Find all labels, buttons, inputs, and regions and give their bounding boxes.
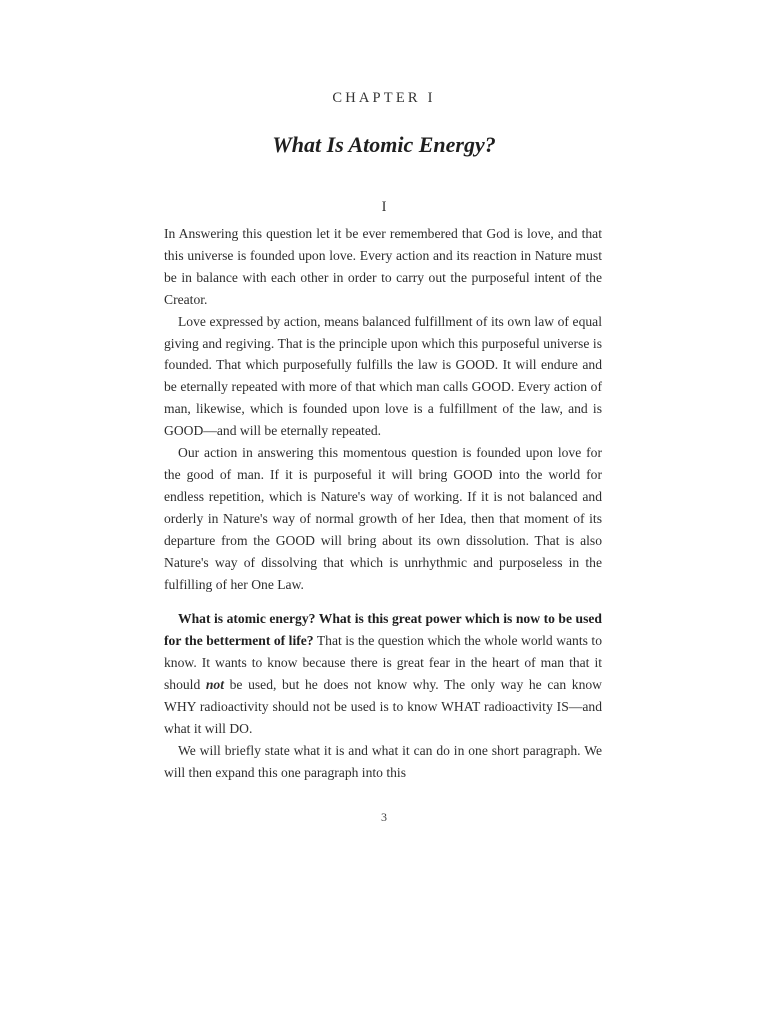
chapter-label: CHAPTER I	[332, 90, 436, 106]
bold-lead-question: What is atomic energy? What is this great power which is now to be used for the betterment of life?	[164, 611, 602, 649]
paragraph-4	[164, 608, 602, 739]
section-number: I	[381, 199, 387, 215]
page-number: 3	[381, 810, 387, 824]
paragraph-1: In Answering this question let it be ever remembered that God is love, and that this universe is founded upon love. Every action and its reaction in Nature must be in balance with each other in order to carry out the purposeful intent of the Creator.	[164, 226, 602, 307]
paragraph-3: Our action in answering this momentous question is founded upon love for the good of man. If it is purposeful it will bring GOOD into the world for endless repetition, which is Nature's way of working. If it is not balanced and orderly in Nature's way of normal growth of her Idea, then that moment of its departure from the GOOD will bring about its own dissolution. That is also Nature's way of dissolving that which is unrhythmic and purposeless in the fulfilling of her One Law.	[164, 445, 602, 592]
emphasis-not: not	[205, 677, 225, 693]
chapter-title: What Is Atomic Energy?	[272, 132, 496, 157]
paragraph-4-text-b: be used, but he does not know why. The only way he can know WHY radioactivity should not be used is to know WHAT radioactivity IS—and what it will DO.	[164, 677, 603, 736]
paragraph-4-text-a: That is the question which the whole world wants to know. It wants to know because there is great fear in the heart of man that it should	[164, 633, 602, 693]
paragraph-5: We will briefly state what it is and what it can do in one short paragraph. We will then expand this one paragraph into this	[164, 742, 602, 780]
paragraph-2: Love expressed by action, means balanced fulfillment of its own law of equal giving and regiving. That is the principle upon which this purposeful universe is founded. That which purposefully fulfills the law is GOOD. It will endure and be eternally repeated with more of that which man calls GOOD. Every action of man, likewise, which is founded upon love is a fulfillment of the law, and is GOOD—and will be eternally repeated.	[164, 313, 602, 439]
body-text	[164, 223, 602, 784]
